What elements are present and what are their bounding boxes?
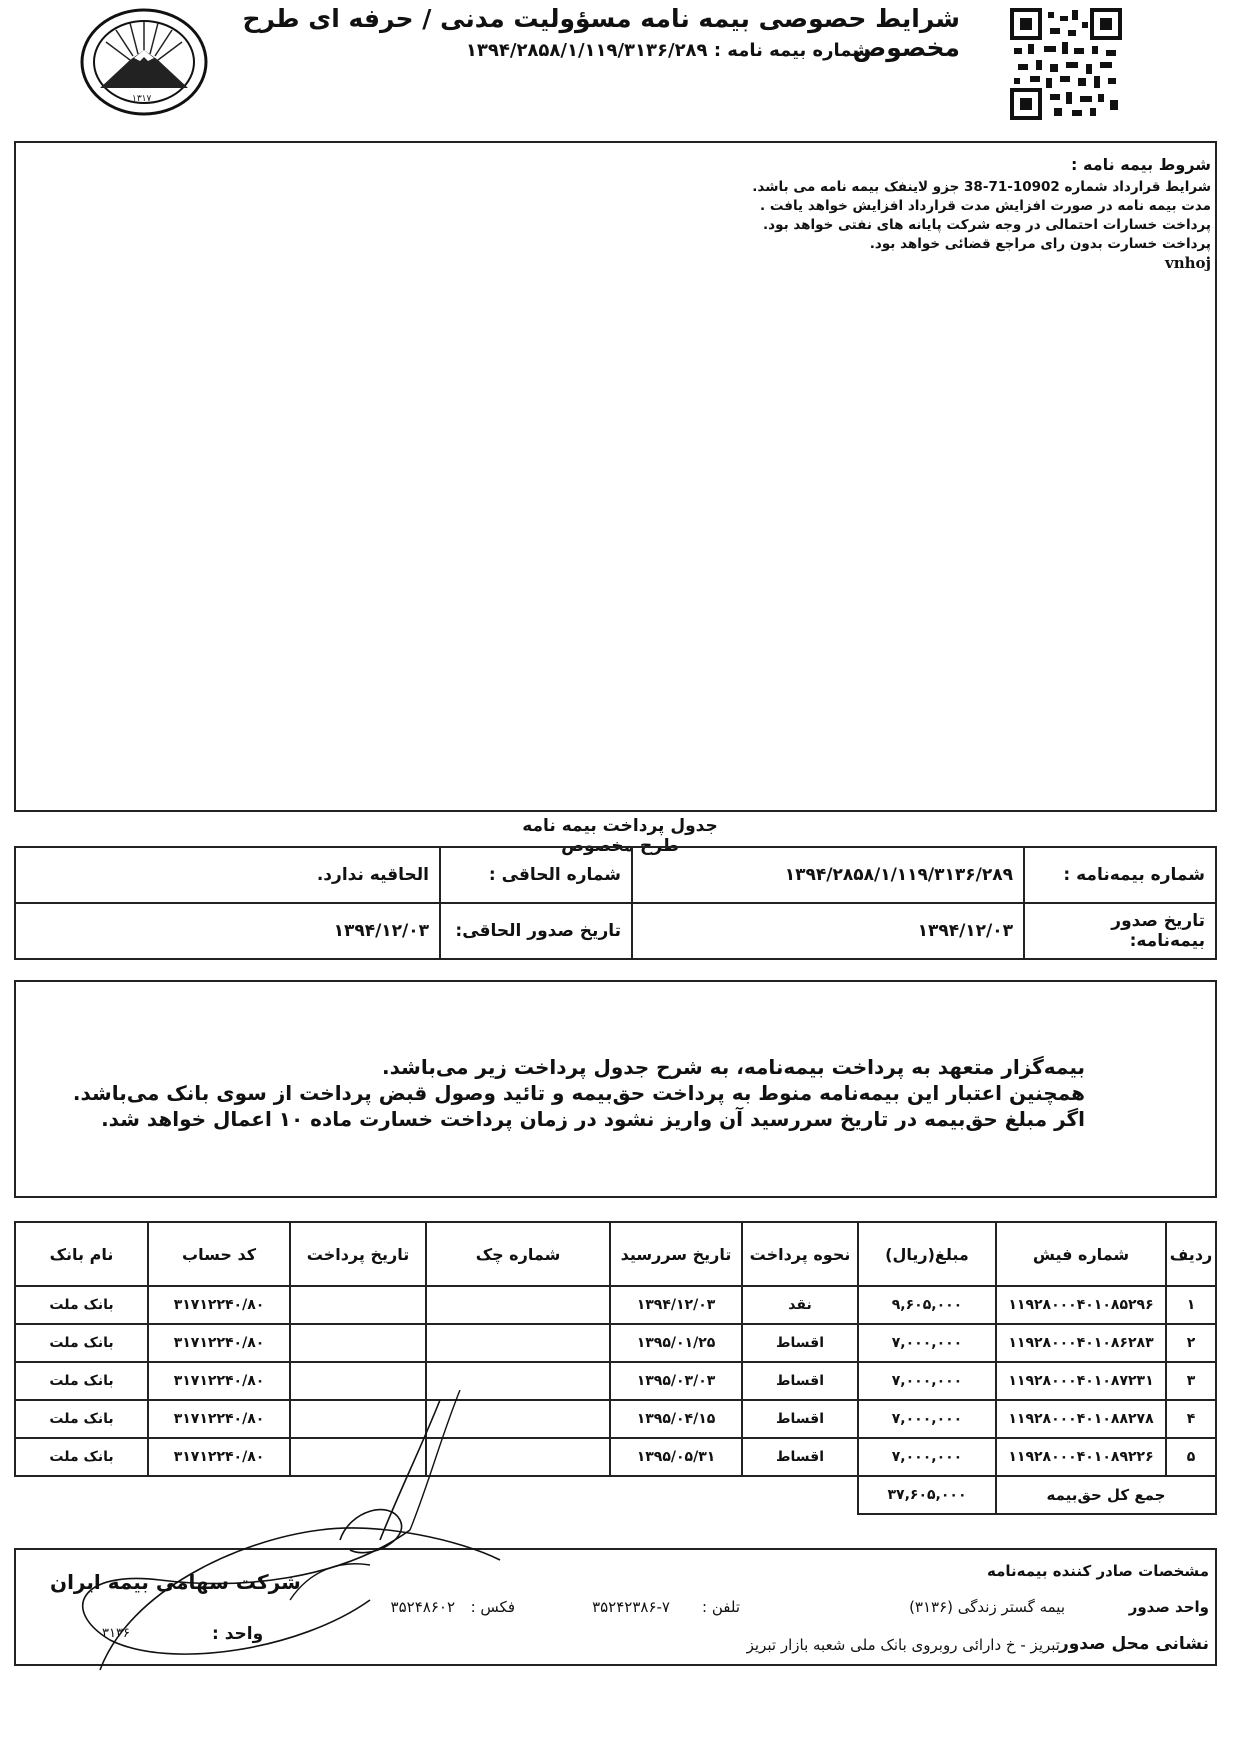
unit-value: بیمه گستر زندگی (۳۱۳۶) xyxy=(909,1598,1065,1616)
col-due-date: تاریخ سررسید xyxy=(610,1222,742,1286)
table-cell: ۱۳۹۵/۰۴/۱۵ xyxy=(610,1400,742,1438)
terms-box xyxy=(14,141,1217,812)
policy-number-header: شماره بیمه نامه : ۱۳۹۴/۲۸۵۸/۱/۱۱۹/۳۱۳۶/۲۸۹ xyxy=(465,40,870,61)
col-receipt: شماره فیش xyxy=(996,1222,1166,1286)
policy-no-value: ۱۳۹۴/۲۸۵۸/۱/۱۱۹/۳۱۳۶/۲۸۹ xyxy=(632,847,1024,903)
table-cell: ۱۱۹۲۸۰۰۰۴۰۱۰۸۵۲۹۶ xyxy=(996,1286,1166,1324)
table-cell: اقساط xyxy=(742,1438,858,1476)
table-row xyxy=(15,1324,1216,1362)
term-line: شرایط قرارداد شماره 10902-71-38 جزو لاینفک بیمه نامه می باشد. xyxy=(752,179,1211,195)
col-row: ردیف xyxy=(1166,1222,1216,1286)
notice-line: بیمه‌گزار متعهد به پرداخت بیمه‌نامه، به شرح جدول پرداخت زیر می‌باشد. xyxy=(382,1055,1085,1079)
signature xyxy=(40,1390,540,1690)
table-cell: اقساط xyxy=(742,1362,858,1400)
table-cell: ۹,۶۰۵,۰۰۰ xyxy=(858,1286,996,1324)
table-cell: بانک ملت xyxy=(15,1286,148,1324)
table-cell: ۴ xyxy=(1166,1400,1216,1438)
table-cell: ۱۳۹۵/۰۵/۳۱ xyxy=(610,1438,742,1476)
table-cell: بانک ملت xyxy=(15,1324,148,1362)
total-value: ۳۷,۶۰۵,۰۰۰ xyxy=(858,1476,996,1514)
issue-date-value: ۱۳۹۴/۱۲/۰۳ xyxy=(632,903,1024,959)
notice-line: همچنین اعتبار این بیمه‌نامه منوط به پرداخت حق‌بیمه و تائید وصول قبض پرداخت از سوی بانک می‌باشد. xyxy=(72,1081,1085,1105)
col-check-no: شماره چک xyxy=(426,1222,610,1286)
table-cell: ۱۳۹۴/۱۲/۰۳ xyxy=(610,1286,742,1324)
issuer-heading: مشخصات صادر کننده بیمه‌نامه xyxy=(986,1562,1209,1580)
table-cell: ۳۱۷۱۲۲۴۰/۸۰ xyxy=(148,1362,290,1400)
address-label: نشانی محل صدور xyxy=(1058,1634,1209,1654)
table-cell: ۳ xyxy=(1166,1362,1216,1400)
table-cell: اقساط xyxy=(742,1400,858,1438)
table-cell: ۱۳۹۵/۰۳/۰۳ xyxy=(610,1362,742,1400)
issue-date-label: تاریخ صدور بیمه‌نامه: xyxy=(1024,903,1216,959)
col-account-code: کد حساب xyxy=(148,1222,290,1286)
company-logo xyxy=(78,6,210,118)
table-cell: بانک ملت xyxy=(15,1438,148,1476)
table-cell xyxy=(426,1324,610,1362)
policy-info-table xyxy=(14,846,1217,960)
table-cell: ۱۱۹۲۸۰۰۰۴۰۱۰۸۸۲۷۸ xyxy=(996,1400,1166,1438)
endorsement-no-value: الحاقیه ندارد. xyxy=(15,847,440,903)
table-cell xyxy=(290,1286,426,1324)
table-row xyxy=(15,1286,1216,1324)
table-cell: ۲ xyxy=(1166,1324,1216,1362)
unit-label: واحد صدور xyxy=(1128,1598,1209,1616)
col-amount: مبلغ(ریال) xyxy=(858,1222,996,1286)
endorsement-no-label: شماره الحاقی : xyxy=(440,847,632,903)
qr-code xyxy=(1010,8,1122,120)
table-cell: ۱۱۹۲۸۰۰۰۴۰۱۰۸۹۲۲۶ xyxy=(996,1438,1166,1476)
table-cell: ۱۳۹۵/۰۱/۲۵ xyxy=(610,1324,742,1362)
total-label: جمع کل حق‌بیمه xyxy=(996,1476,1216,1514)
fax-label: فکس : xyxy=(470,1598,515,1616)
table-cell xyxy=(426,1286,610,1324)
table-cell: ۷,۰۰۰,۰۰۰ xyxy=(858,1324,996,1362)
table-cell: ۷,۰۰۰,۰۰۰ xyxy=(858,1362,996,1400)
branch-label: واحد : xyxy=(212,1624,264,1644)
table-cell: ۳۱۷۱۲۲۴۰/۸۰ xyxy=(148,1400,290,1438)
term-line: مدت بیمه نامه در صورت افزایش مدت قرارداد افزایش خواهد یافت . xyxy=(760,198,1211,214)
table-cell: بانک ملت xyxy=(15,1400,148,1438)
col-paid-date: تاریخ پرداخت xyxy=(290,1222,426,1286)
payment-notice-box xyxy=(14,980,1217,1198)
phone-label: تلفن : xyxy=(702,1598,740,1616)
logo-year: ۱۳۱۷ xyxy=(132,94,152,104)
endorsement-date-value: ۱۳۹۴/۱۲/۰۳ xyxy=(15,903,440,959)
endorsement-date-label: تاریخ صدور الحاقی: xyxy=(440,903,632,959)
branch-value: ۳۱۳۶ xyxy=(102,1626,130,1641)
notice-line: اگر مبلغ حق‌بیمه در تاریخ سررسید آن واریز نشود در زمان پرداخت خسارت ماده ۱۰ اعمال خواهد شد. xyxy=(101,1107,1085,1131)
policy-no-label: شماره بیمه‌نامه : xyxy=(1024,847,1216,903)
table-cell: ۳۱۷۱۲۲۴۰/۸۰ xyxy=(148,1286,290,1324)
col-bank-name: نام بانک xyxy=(15,1222,148,1286)
terms-heading: شروط بیمه نامه : xyxy=(1071,155,1211,174)
table-cell: ۱۱۹۲۸۰۰۰۴۰۱۰۸۶۲۸۳ xyxy=(996,1324,1166,1362)
company-name: شرکت سهامی بیمه ایران xyxy=(50,1570,301,1594)
term-line: پرداخت خسارات احتمالی در وجه شرکت پایانه های نفتی خواهد بود. xyxy=(763,217,1211,233)
table-cell: ۳۱۷۱۲۲۴۰/۸۰ xyxy=(148,1438,290,1476)
col-method: نحوه پرداخت xyxy=(742,1222,858,1286)
table-cell: نقد xyxy=(742,1286,858,1324)
table-cell: ۱ xyxy=(1166,1286,1216,1324)
term-line: vnhoj xyxy=(1165,254,1211,272)
table-cell xyxy=(290,1324,426,1362)
table-cell: ۷,۰۰۰,۰۰۰ xyxy=(858,1400,996,1438)
table-cell: ۳۱۷۱۲۲۴۰/۸۰ xyxy=(148,1324,290,1362)
schedule-title: جدول پرداخت بیمه نامه طرح مخصوص xyxy=(522,816,718,856)
table-cell: اقساط xyxy=(742,1324,858,1362)
table-cell: ۷,۰۰۰,۰۰۰ xyxy=(858,1438,996,1476)
phone-value: ۳۵۲۴۲۳۸۶-۷ xyxy=(592,1598,670,1616)
term-line: پرداخت خسارت بدون رای مراجع قضائی خواهد بود. xyxy=(869,236,1211,252)
table-cell: بانک ملت xyxy=(15,1362,148,1400)
address-value: تبریز - خ دارائی روبروی بانک ملی شعبه بازار تبریز xyxy=(746,1636,1060,1654)
fax-value: ۳۵۲۴۸۶۰۲ xyxy=(390,1598,455,1616)
table-cell: ۵ xyxy=(1166,1438,1216,1476)
table-cell: ۱۱۹۲۸۰۰۰۴۰۱۰۸۷۲۳۱ xyxy=(996,1362,1166,1400)
document-title: شرایط حصوصی بیمه نامه مسؤولیت مدنی / حرفه ای طرح مخصوص xyxy=(242,4,960,62)
